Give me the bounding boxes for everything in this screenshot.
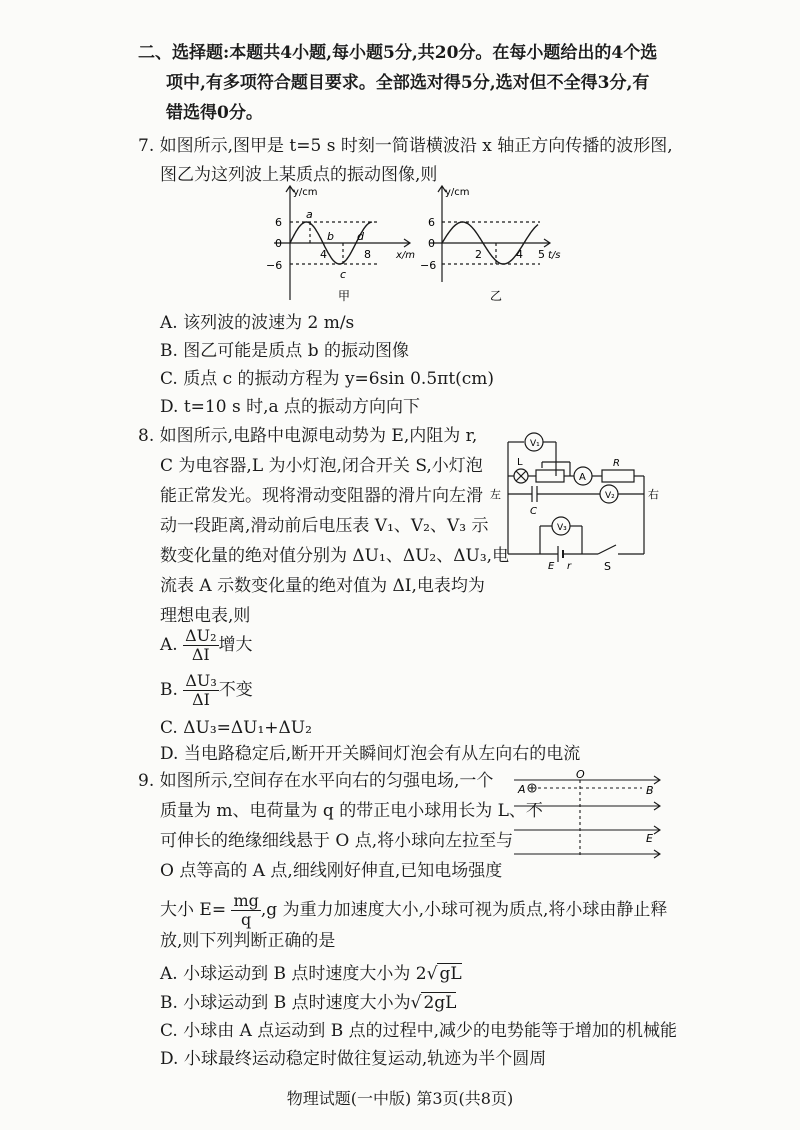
q8-stem-line4: 动一段距离,滑动前后电压表 V₁、V₂、V₃ 示 — [160, 516, 489, 536]
circuit-label-v2: V₂ — [605, 491, 615, 501]
field-label-a: A — [518, 783, 526, 796]
jia-caption: 甲 — [338, 289, 351, 303]
q8-option-b-prefix: B. — [160, 680, 178, 700]
switch-lever — [598, 545, 616, 554]
jia-xtick-4: 4 — [320, 248, 327, 261]
section-header-line2: 项中,有多项符合题目要求。全部选对得5分,选对但不全得3分,有 — [166, 73, 650, 93]
jia-ytick-0: 0 — [275, 237, 282, 250]
yi-ytick-6: 6 — [428, 216, 435, 229]
q9-option-a: A. 小球运动到 B 点时速度大小为 2√ gL — [160, 964, 462, 984]
q8-stem-line7: 理想电表,则 — [160, 606, 251, 626]
q9-stem-line3: 可伸长的绝缘细线悬于 O 点,将小球向左拉至与 — [160, 831, 514, 851]
q9-field-fraction — [231, 892, 260, 929]
q9-field-denominator: q — [241, 910, 252, 929]
circuit-label-l: L — [517, 457, 523, 468]
q9-option-d: D. 小球最终运动稳定时做往复运动,轨迹为半个圆周 — [160, 1049, 547, 1069]
resistor-r-icon — [602, 470, 634, 482]
circuit-label-right: 右 — [648, 488, 659, 501]
q8-stem-line5: 数变化量的绝对值分别为 ΔU₁、ΔU₂、ΔU₃,电 — [160, 546, 510, 566]
q8-stem-line2: C 为电容器,L 为小灯泡,闭合开关 S,小灯泡 — [160, 456, 483, 476]
field-label-b: B — [646, 784, 654, 797]
q8-stem-line3: 能正常发光。现将滑动变阻器的滑片向左滑 — [160, 486, 483, 506]
field-label-e: E — [646, 832, 653, 845]
yi-xtick-5: 5 — [538, 248, 545, 261]
circuit-label-s: S — [604, 560, 611, 573]
q9-field-numerator: mg — [233, 891, 259, 910]
section-header-line3: 错选得0分。 — [166, 103, 263, 123]
jia-ytick-6: 6 — [275, 216, 282, 229]
q7-stem-line1: 7. 如图所示,图甲是 t=5 s 时刻一简谐横波沿 x 轴正方向传播的波形图, — [138, 136, 673, 156]
q9-option-a-root: gL — [439, 964, 462, 984]
q7-option-b: B. 图乙可能是质点 b 的振动图像 — [160, 341, 409, 361]
circuit-label-v3: V₃ — [557, 523, 567, 533]
q7-option-a: A. 该列波的波速为 2 m/s — [160, 313, 355, 333]
q8-option-c: C. ΔU₃=ΔU₁+ΔU₂ — [160, 718, 312, 738]
q9-option-a-text: A. 小球运动到 B 点时速度大小为 2 — [160, 964, 427, 984]
q8-option-b-suffix: 不变 — [218, 680, 253, 700]
yi-ytick-0: 0 — [428, 237, 435, 250]
section-header-line1: 二、选择题:本题共4小题,每小题5分,共20分。在每小题给出的4个选 — [138, 43, 658, 63]
q9-option-b-root: 2gL — [423, 993, 457, 1013]
jia-ylabel: y/cm — [293, 187, 318, 198]
q9-stem-line1: 9. 如图所示,空间存在水平向右的匀强电场,一个 — [138, 771, 494, 791]
q9-option-c: C. 小球由 A 点运动到 B 点的过程中,减少的电势能等于增加的机械能 — [160, 1021, 677, 1041]
jia-point-b: b — [327, 230, 334, 243]
circuit-label-left: 左 — [490, 488, 501, 501]
q7-figure-jia — [260, 182, 420, 310]
jia-xtick-8: 8 — [364, 248, 371, 261]
q8-option-b-numerator: ΔU₃ — [185, 671, 217, 690]
yi-xtick-2: 2 — [475, 248, 482, 261]
q9-field-diagram — [512, 770, 672, 860]
jia-xlabel: x/m — [396, 250, 416, 261]
yi-xlabel: t/s — [548, 250, 561, 261]
yi-xtick-4: 4 — [516, 248, 523, 261]
q7-option-d: D. t=10 s 时,a 点的振动方向向下 — [160, 397, 421, 417]
circuit-label-e: E — [548, 561, 555, 572]
q8-option-a — [160, 627, 253, 664]
circuit-label-a: A — [579, 472, 586, 483]
yi-ytick-neg6: −6 — [420, 259, 437, 272]
q8-option-a-suffix: 增大 — [218, 635, 253, 655]
q8-stem-line1: 8. 如图所示,电路中电源电动势为 E,内阻为 r, — [138, 426, 478, 446]
q9-stem-line2: 质量为 m、电荷量为 q 的带正电小球用长为 L、不 — [160, 801, 543, 821]
jia-ytick-neg6: −6 — [266, 259, 283, 272]
q8-option-a-numerator: ΔU₂ — [185, 626, 217, 645]
circuit-label-r: R — [613, 458, 620, 469]
q7-option-c: C. 质点 c 的振动方程为 y=6sin 0.5πt(cm) — [160, 369, 495, 389]
q8-option-a-prefix: A. — [160, 635, 178, 655]
yi-caption: 乙 — [490, 289, 503, 303]
q9-stem-line6: 放,则下列判断正确的是 — [160, 931, 336, 951]
q7-figure-yi — [420, 182, 570, 310]
q8-option-b — [160, 672, 253, 709]
q8-option-b-fraction — [183, 672, 218, 709]
q7-stem-line2: 图乙为这列波上某质点的振动图像,则 — [160, 165, 438, 185]
circuit-label-r-internal: r — [567, 561, 572, 572]
yi-ylabel: y/cm — [445, 187, 470, 198]
rheostat-icon — [536, 470, 564, 482]
jia-point-a: a — [306, 208, 313, 221]
q8-option-d: D. 当电路稳定后,断开开关瞬间灯泡会有从左向右的电流 — [160, 744, 581, 764]
q9-option-b-text: B. 小球运动到 B 点时速度大小为 — [160, 993, 411, 1013]
q8-stem-line6: 流表 A 示数变化量的绝对值为 ΔI,电表均为 — [160, 576, 485, 596]
jia-point-c: c — [340, 268, 347, 281]
q9-stem-line5 — [160, 892, 667, 929]
q8-option-a-fraction — [183, 627, 218, 664]
circuit-label-c: C — [530, 506, 537, 517]
page-footer: 物理试题(一中版) 第3页(共8页) — [286, 1089, 514, 1108]
field-label-o: O — [576, 770, 585, 781]
q9-stem-line5-suffix: ,g 为重力加速度大小,小球可视为质点,将小球由静止释 — [260, 900, 668, 920]
jia-point-d: d — [357, 230, 364, 243]
circuit-label-v1: V₁ — [530, 439, 540, 449]
q8-option-a-denominator: ΔI — [191, 645, 210, 664]
q9-option-b: B. 小球运动到 B 点时速度大小为√ 2gL — [160, 993, 457, 1013]
q9-stem-line4: O 点等高的 A 点,细线刚好伸直,已知电场强度 — [160, 861, 503, 881]
q8-circuit-diagram — [490, 428, 670, 578]
q8-option-b-denominator: ΔI — [192, 690, 210, 709]
q9-stem-line5-prefix: 大小 E= — [160, 900, 227, 920]
